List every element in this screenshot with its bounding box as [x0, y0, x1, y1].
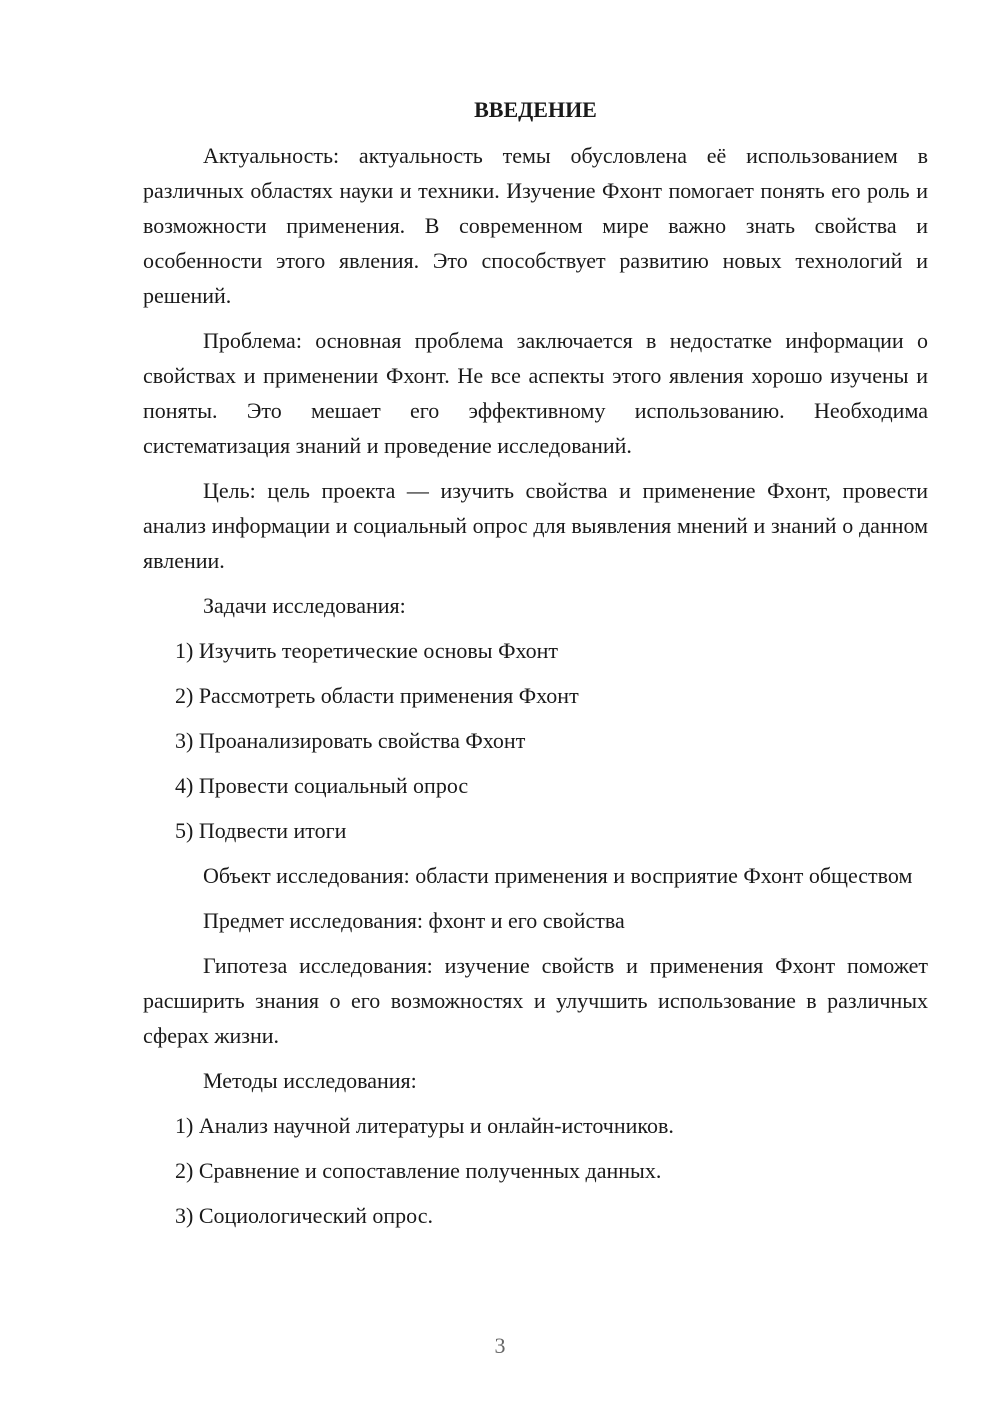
task-item: 4) Провести социальный опрос [175, 773, 469, 798]
method-item: 3) Социологический опрос. [175, 1203, 433, 1228]
paragraph-subject: Предмет исследования: фхонт и его свойства [203, 908, 625, 933]
paragraph-object: Объект исследования: области применения и восприятие Фхонт обществом [203, 863, 913, 888]
paragraph-goal: Цель: цель проекта — изучить свойства и применение Фхонт, провести анализ информации и социальный опрос для выявления мнений и знаний о данном явлении. [143, 478, 928, 573]
task-item: 2) Рассмотреть области применения Фхонт [175, 683, 579, 708]
paragraph-hypothesis: Гипотеза исследования: изучение свойств и применения Фхонт поможет расширить знания о его возможностях и улучшить использование в различных сферах жизни. [143, 953, 928, 1048]
task-item: 3) Проанализировать свойства Фхонт [175, 728, 526, 753]
method-item: 2) Сравнение и сопоставление полученных данных. [175, 1158, 662, 1183]
paragraph-problem: Проблема: основная проблема заключается в недостатке информации о свойствах и применении Фхонт. Не все аспекты этого явления хорошо изучены и поняты. Это мешает его эффективному использованию. Необходима систематизация знаний и проведение исследований. [143, 328, 928, 458]
tasks-heading: Задачи исследования: [203, 593, 406, 618]
task-item: 5) Подвести итоги [175, 818, 347, 843]
paragraph-relevance: Актуальность: актуальность темы обусловлена её использованием в различных областях науки и техники. Изучение Фхонт помогает понять его роль и возможности применения. В современном мире важно знать свойства и особенности этого явления. Это способствует развитию новых технологий и решений. [143, 143, 928, 308]
method-item: 1) Анализ научной литературы и онлайн-источников. [175, 1113, 674, 1138]
page-number: 3 [494, 1333, 506, 1358]
task-item: 1) Изучить теоретические основы Фхонт [175, 638, 559, 663]
page-title: ВВЕДЕНИЕ [474, 97, 597, 122]
methods-heading: Методы исследования: [203, 1068, 417, 1093]
